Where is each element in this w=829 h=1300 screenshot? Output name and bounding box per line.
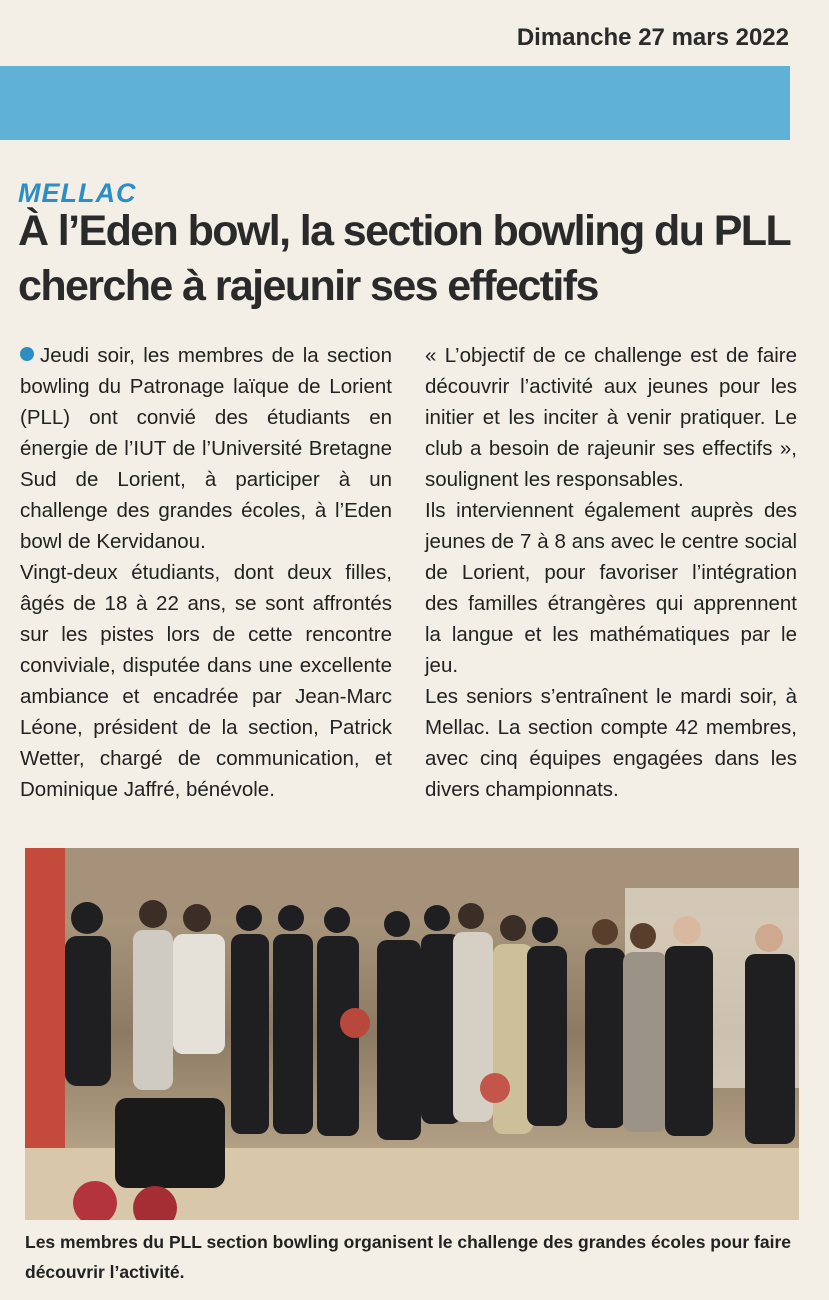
- paragraph: Vingt-deux étudiants, dont deux filles, âgés de 18 à 22 ans, se sont affrontés sur les pistes lors de cette rencontre conviviale, disputée dans une excellente ambiance et encadrée par Jean-Marc Léone, président de la section, Patrick Wetter, chargé de communication, et Dominique Jaffré, bénévole.: [20, 561, 392, 801]
- group-photo: [25, 848, 799, 1220]
- paragraph: Ils interviennent également auprès des jeunes de 7 à 8 ans avec le centre social de Lorient, pour favoriser l’intégration des familles étrangères qui apprennent la langue et les mathématiques par le jeu.: [425, 499, 797, 677]
- paragraph: [20, 340, 392, 557]
- paragraph-text: Jeudi soir, les membres de la section bowling du Patronage laïque de Lorient (PLL) ont convié des étudiants en énergie de l’IUT de l’Université Bretagne Sud de Lorient, à participer à un challenge des grandes écoles, à l’Eden bowl de Kervidanou.: [20, 344, 392, 553]
- article-column-right: [425, 340, 797, 805]
- article-column-left: [20, 340, 392, 805]
- paragraph: « L’objectif de ce challenge est de faire découvrir l’activité aux jeunes pour les initier et les inciter à venir pratiquer. Le club a besoin de rajeunir ses effectifs », soulignent les responsables.: [425, 344, 797, 491]
- paragraph: Les seniors s’entraînent le mardi soir, à Mellac. La section compte 42 membres, avec cinq équipes engagées dans les divers championnats.: [425, 685, 797, 801]
- group-photo-illustration: [25, 848, 799, 1220]
- article-headline: À l’Eden bowl, la section bowling du PLL cherche à rajeunir ses effectifs: [18, 207, 790, 310]
- article-kicker: MELLAC: [18, 178, 137, 208]
- bullet-icon: [20, 347, 34, 361]
- page-date: Dimanche 27 mars 2022: [516, 24, 789, 51]
- color-band: [0, 66, 790, 140]
- photo-caption: Les membres du PLL section bowling organisent le challenge des grandes écoles pour faire découvrir l’activité.: [25, 1232, 791, 1282]
